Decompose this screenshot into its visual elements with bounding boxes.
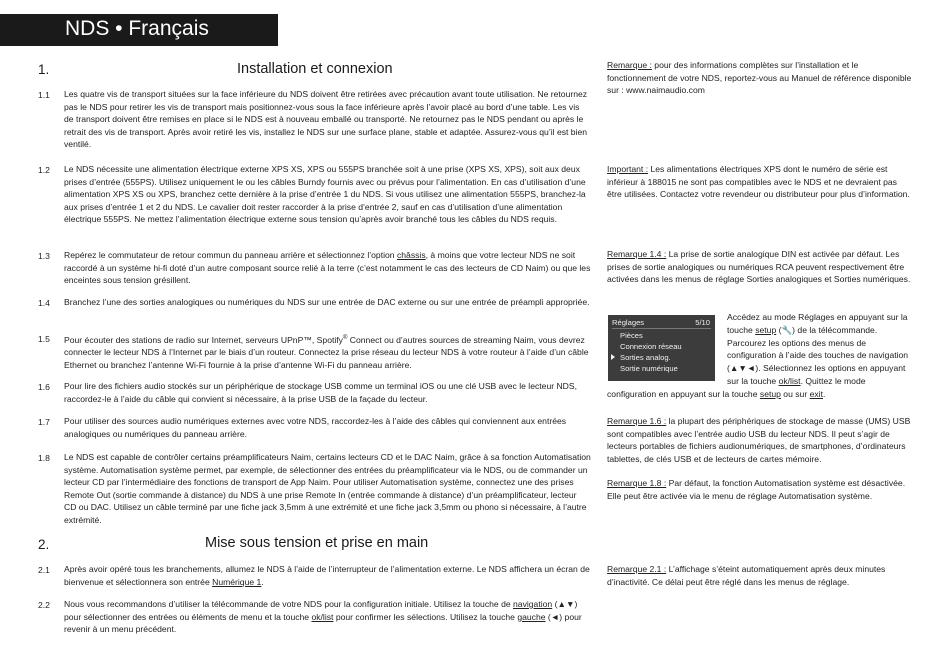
text-run: Connect ou d’autres sources de streaming Naim, vous devrez connecter le lecteur NDS à l’Internet par le biais d’un routeur. Connectez la prise réseau du lecteur NDS à votre routeur à l’aide d’un câble Ethernet ou branchez l’antenne Wi-Fi fournie à la prise d’antenne Wi-Fi du panneau arrière. — [64, 334, 589, 371]
menu-item: Connexion réseau — [620, 342, 682, 351]
note-text: . Quittez le mode configuration en appuyant sur la touche — [607, 375, 866, 399]
paragraph — [64, 332, 591, 372]
side-note — [607, 163, 912, 201]
paragraph-number: 2.1 — [38, 565, 50, 575]
side-note — [607, 311, 912, 401]
paragraph: Le NDS nécessite une alimentation électrique externe XPS XS, XPS ou 555PS branchée soit à une prise (XPS XS, XPS), soit aux deux prises d’entrée (555PS). Utilisez uniquement le ou les câbles Burndy fournis avec ou prévus pour l’alimentation. En cas d’utilisation d’une alimentation XPS XS ou XPS, branchez cette dernière à la prise d’entrée 1 du NDS. Si vous utilisez une alimentation 555PS, branchez-la aux prises d’entrée 1 et 2 du NDS. Le cavalier doit rester raccorder à la prise d’entrée 2, sauf en cas d’utilisation d’une alimentation électrique 555PS. Ne mettez l’alimentation électrique externe sous tension qu’après avoir branché tous les câbles du NDS requis. — [64, 164, 586, 225]
registered-mark: ® — [342, 335, 348, 341]
note-label: Remarque 1.6 : — [607, 416, 667, 426]
header-banner — [0, 14, 278, 46]
paragraph: Les quatre vis de transport situées sur la face inférieure du NDS doivent être retirées avec précaution avant toute utilisation. Ne retournez pas le NDS pour retirer les vis de transport mais positionnez-vous sous la face inférieure après l’avoir placé au bord d’une table. Les vis de transport doivent être remises en place si le NDS est à nouveau emballé ou transporté. Ne retournez pas le NDS pendant ou après le retrait des vis de transport. Après avoir retiré les vis, installez le NDS sur une surface plane, stable et adaptée. Assurez-vous qu’il est bien ventilé. — [64, 89, 588, 150]
key-setup: setup — [759, 388, 781, 399]
paragraph-number: 1.7 — [38, 417, 50, 427]
paragraph — [64, 598, 591, 636]
paragraph: Pour lire des fichiers audio stockés sur un périphérique de stockage USB comme un terminal iOS ou une clé USB avec le lecteur NDS, raccordez-le à l’aide du câble qui convient si nécessaire, à la prise USB de la façade du lecteur. — [64, 381, 578, 404]
document-title: NDS • Français — [65, 17, 209, 40]
note-text: Accédez au mode Réglages en appuyant sur la touche — [727, 312, 908, 335]
text-run: , à moins que votre lecteur NDS ne soit raccordé à un système hi-fi doté d’un autre composant source relié à la terre (c’est notamment le cas des lecteurs de CD Naim) ou que les enceintes sous tension grésillent. — [64, 250, 591, 286]
option-chassis: châssis — [396, 250, 426, 260]
section-number: 2. — [38, 537, 50, 552]
side-note — [607, 415, 912, 465]
section-title: Installation et connexion — [237, 61, 393, 77]
side-note — [607, 477, 912, 502]
note-text: L’affichage s’éteint automatiquement après deux minutes d’inactivité. Ce délai peut être réglé dans les menus de réglage. — [607, 564, 886, 587]
text-run: (▲▼) pour sélectionner des entrées ou éléments de menu et la touche — [64, 599, 578, 622]
section-number: 1. — [38, 62, 50, 77]
paragraph-number: 1.1 — [38, 90, 50, 100]
note-text: ou sur — [780, 388, 810, 399]
section-title: Mise sous tension et prise en main — [205, 535, 429, 551]
text-run: Après avoir opéré tous les branchements, allumez le NDS à l’aide de l’interrupteur de l’alimentation externe. Le NDS affichera un écran de bienvenue et sélectionnera son entrée — [64, 564, 590, 587]
note-text: la plupart des périphériques de stockage de masse (UMS) USB sont compatibles avec l’entrée audio USB du lecteur NDS. Il peut s’agir de lecteurs portables de fichiers audionumériques, de smartphones, d’ordinateurs tablettes, de clés USB et de lecteurs de cartes mémoire. — [607, 416, 911, 464]
note-label: Remarque 1.8 : — [607, 478, 667, 488]
note-label: Remarque 1.4 : — [607, 249, 667, 259]
paragraph-number: 1.4 — [38, 298, 50, 308]
paragraph-number: 1.3 — [38, 251, 50, 261]
side-note — [607, 563, 912, 588]
key-exit: exit — [809, 388, 823, 399]
key-navigation: navigation — [513, 599, 553, 609]
paragraph: Pour utiliser des sources audio numériques externes avec votre NDS, raccordez-les à l’aide des câbles qui conviennent aux entrées analogiques ou numériques du panneau arrière. — [64, 416, 567, 439]
paragraph-number: 1.2 — [38, 165, 50, 175]
menu-item: Pièces — [620, 331, 643, 340]
menu-title: Réglages — [612, 318, 645, 327]
note-text: . — [822, 388, 826, 399]
paragraph — [64, 249, 591, 287]
key-setup: setup — [755, 324, 777, 335]
note-text: (🔧) de la télécommande. Parcourez les options des menus de configuration à l’aide des touches de navigation (▲▼◄). Sélectionnez les options en appuyant sur la touche — [727, 324, 909, 386]
text-run: Nous vous recommandons d’utiliser la télécommande de votre NDS pour la configuration initiale. Utilisez la touche de — [64, 599, 514, 609]
menu-item: Sortie numérique — [620, 364, 678, 373]
text-run: (◄) pour revenir à un menu précédent. — [64, 611, 582, 635]
text-run: . — [261, 576, 264, 587]
menu-page-count: 5/10 — [695, 318, 710, 327]
note-label: Important : — [607, 164, 649, 174]
paragraph: Branchez l’une des sorties analogiques ou numériques du NDS sur une entrée de DAC externe ou sur une entrée de préampli appropriée. — [64, 297, 590, 307]
text-run: pour confirmer les sélections. Utilisez la touche — [333, 611, 518, 622]
paragraph-number: 1.5 — [38, 334, 50, 344]
paragraph-number: 2.2 — [38, 600, 50, 610]
note-text: pour des informations complètes sur l’installation et le fonctionnement de votre NDS, reportez-vous au Manuel de référence disponible sur : www.naimaudio.com — [607, 60, 912, 96]
side-note — [607, 248, 912, 286]
menu-wrap-spacer — [607, 311, 727, 387]
paragraph — [64, 563, 591, 588]
note-text: La prise de sortie analogique DIN est activée par défaut. Les prises de sortie analogiques ou numériques RCA peuvent respectivement être activées dans les menus de réglage Sorties analogiques et Sorties numériques. — [607, 249, 911, 285]
key-ok-list: ok/list — [311, 611, 334, 622]
menu-item-selected: Sorties analog. — [620, 353, 671, 362]
note-label: Remarque 2.1 : — [607, 564, 667, 574]
key-ok-list: ok/list — [778, 375, 801, 386]
paragraph-number: 1.8 — [38, 453, 50, 463]
paragraph: Le NDS est capable de contrôler certains préamplificateurs Naim, certains lecteurs CD et le DAC Naim, grâce à sa fonction Automatisation système. Automatisation système permet, par exemple, de sélectionner des entrées du préamplificateur via le NDS, ou de commander un lecteur CD par l’intermédiaire des fonctions de transport de App Naim. Pour utiliser Automatisation système, connectez une des prises Remote Out (sortie commande à distance) du NDS à une prise Remote In (entrée commande à distance) d’un préamplificateur, lecteur CD ou DAC. Utilisez un câble terminé par une fiche jack 3,5mm à une extrémité et une fiche jack 3,5mm ou phono si nécessaire, à l’autre extrémité. — [64, 452, 591, 525]
side-note — [607, 59, 912, 97]
paragraph-number: 1.6 — [38, 382, 50, 392]
note-text: Les alimentations électriques XPS dont le numéro de série est inférieur à 188015 ne sont pas compatibles avec le NDS et ne devraient pas être utilisées. Contactez votre revendeur ou distributeur pour plus d’information. — [607, 164, 910, 200]
key-left: gauche — [517, 611, 546, 622]
note-label: Remarque : — [607, 60, 652, 70]
note-text: Par défaut, la fonction Automatisation système est désactivée. Elle peut être activée via le menu de réglage Automatisation système. — [607, 478, 906, 501]
input-digital-1: Numérique 1 — [212, 576, 262, 587]
text-run: Pour écouter des stations de radio sur Internet, serveurs UPnP™, Spotify — [64, 334, 343, 345]
text-run: Repérez le commutateur de retour commun du panneau arrière et sélectionnez l’option — [64, 250, 397, 260]
